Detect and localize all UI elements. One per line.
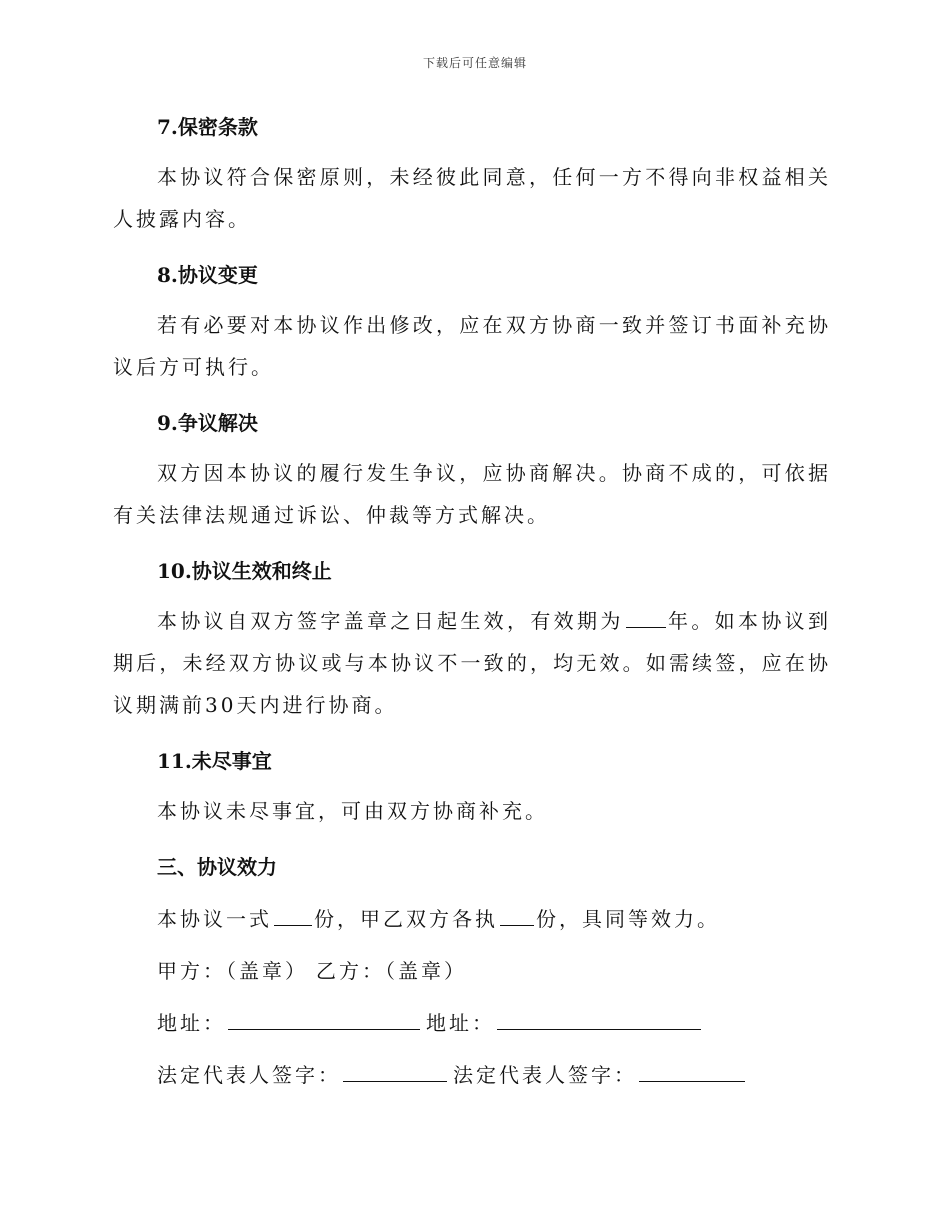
party-a-label: 甲方：（盖章） [157,959,308,983]
copies-line [113,902,831,936]
validity-years-blank [626,607,666,628]
section-9-title: 9.争议解决 [157,411,258,435]
address-b-blank [497,1009,701,1030]
representative-line [113,1058,831,1092]
rep-b-label: 法定代表人签字： [453,1063,637,1087]
copies-part1: 本协议一式 [157,907,272,931]
section-11-title: 11.未尽事宜 [157,749,272,773]
address-b-label: 地址： [426,1011,495,1035]
parties-line [113,954,831,988]
rep-b-blank [639,1061,745,1082]
section-7-body: 本协议符合保密原则，未经彼此同意，任何一方不得向非权益相关人披露内容。 [113,165,831,231]
page-header-note: 下载后可任意编辑 [422,56,527,70]
effect-title: 三、协议效力 [157,855,277,879]
section-7-title: 7.保密条款 [157,115,258,139]
section-10-body-part2: 年。如本协议到期后，未经双方协议或与本协议不一致的，均无效。如需续签，应在协议期满前30天内进行协商。 [113,609,832,717]
address-line [113,1006,831,1040]
section-10-title: 10.协议生效和终止 [157,559,332,583]
rep-a-blank [343,1061,447,1082]
address-a-label: 地址： [157,1011,226,1035]
copies-part2: 份，甲乙双方各执 [314,907,498,931]
copies-each-blank [500,905,534,926]
address-a-blank [228,1009,420,1030]
section-8-body: 若有必要对本协议作出修改，应在双方协商一致并签订书面补充协议后方可执行。 [113,313,831,379]
section-11-body: 本协议未尽事宜，可由双方协商补充。 [157,799,548,823]
section-10-body-part1: 本协议自双方签字盖章之日起生效，有效期为 [157,609,624,633]
rep-a-label: 法定代表人签字： [157,1063,341,1087]
copies-part3: 份，具同等效力。 [536,907,720,931]
section-10-body [113,600,831,726]
document-body [113,110,831,1092]
section-9-body: 双方因本协议的履行发生争议，应协商解决。协商不成的，可依据有关法律法规通过诉讼、仲裁等方式解决。 [113,461,831,527]
party-b-label: 乙方：（盖章） [316,959,467,983]
copies-total-blank [274,905,312,926]
section-8-title: 8.协议变更 [157,263,258,287]
